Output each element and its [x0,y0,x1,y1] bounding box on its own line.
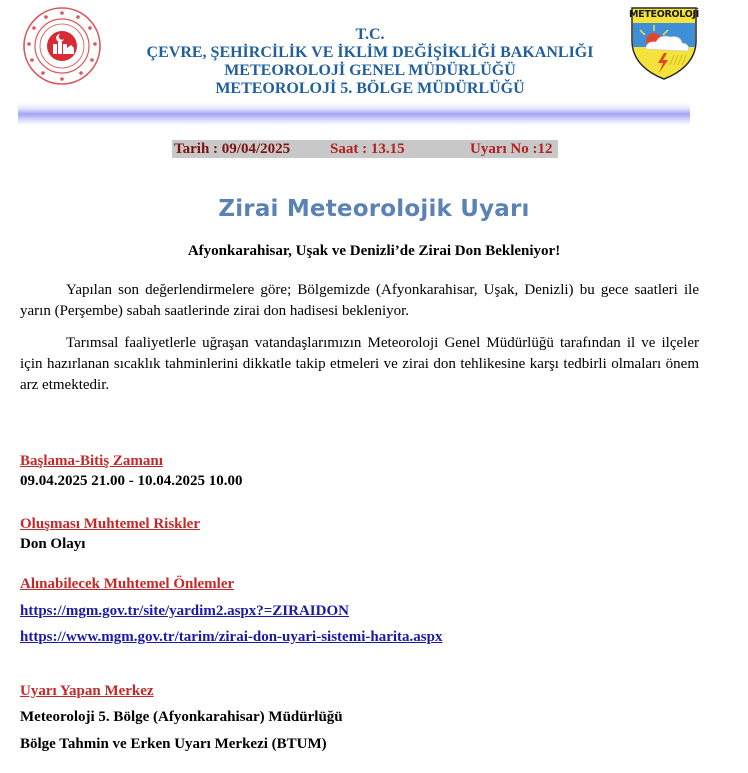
measures-link-1[interactable]: https://mgm.gov.tr/site/yardim2.aspx?=ZIRAIDON [20,603,349,619]
center-line-2: Bölge Tahmin ve Erken Uyarı Merkezi (BTUM) [20,736,327,752]
time-label: Saat : 13.15 [330,141,405,157]
risks-value: Don Olayı [20,536,86,552]
header-divider-band [18,103,690,125]
period-value: 09.04.2025 21.00 - 10.04.2025 10.00 [20,473,243,489]
meteoroloji-logo [628,5,700,81]
info-bar [172,140,558,158]
header-tc: T.C. [355,26,385,43]
header-regional: METEOROLOJİ 5. BÖLGE MÜDÜRLÜĞÜ [215,80,525,97]
paragraph-2-text: Tarımsal faaliyetlerle uğraşan vatandaşlarımızın Meteoroloji Genel Müdürlüğü tarafından il ve ilçeler için hazırlanan sıcaklık tahminlerini dikkatle takip etmeleri ve zirai don tehlikesine karşı tedbirli olmaları önem arz etmektedir. [20,335,699,393]
document-subtitle: Afyonkarahisar, Uşak ve Denizli’de Zirai Don Bekleniyor! [187,243,561,259]
header-ministry: ÇEVRE, ŞEHİRCİLİK VE İKLİM DEĞİŞİKLİĞİ BAKANLIĞI [146,44,594,61]
date-label: Tarih : 09/04/2025 [174,141,291,157]
center-line-1: Meteoroloji 5. Bölge (Afyonkarahisar) Müdürlüğü [20,709,343,725]
risks-heading: Oluşması Muhtemel Riskler [20,516,200,532]
paragraph-1-text: Yapılan son değerlendirmelere göre; Bölgemizde (Afyonkarahisar, Uşak, Denizli) bu gece saatleri ile yarın (Perşembe) sabah saatlerinde zirai don hadisesi bekleniyor. [20,282,699,319]
header-directorate: METEOROLOJİ GENEL MÜDÜRLÜĞÜ [224,62,516,79]
measures-link-2[interactable]: https://www.mgm.gov.tr/tarim/zirai-don-uyari-sistemi-harita.aspx [20,629,443,645]
center-heading: Uyarı Yapan Merkez [20,683,154,699]
meteoroloji-logo-text: METEOROLOJİ [629,9,699,20]
paragraph-2 [20,333,699,396]
ministry-seal-logo [22,6,102,86]
document-title: Zirai Meteorolojik Uyarı [218,196,530,222]
measures-heading: Alınabilecek Muhtemel Önlemler [20,576,235,592]
paragraph-1 [20,280,699,322]
warning-number-label: Uyarı No :12 [470,141,553,157]
period-heading: Başlama-Bitiş Zamanı [20,453,163,469]
